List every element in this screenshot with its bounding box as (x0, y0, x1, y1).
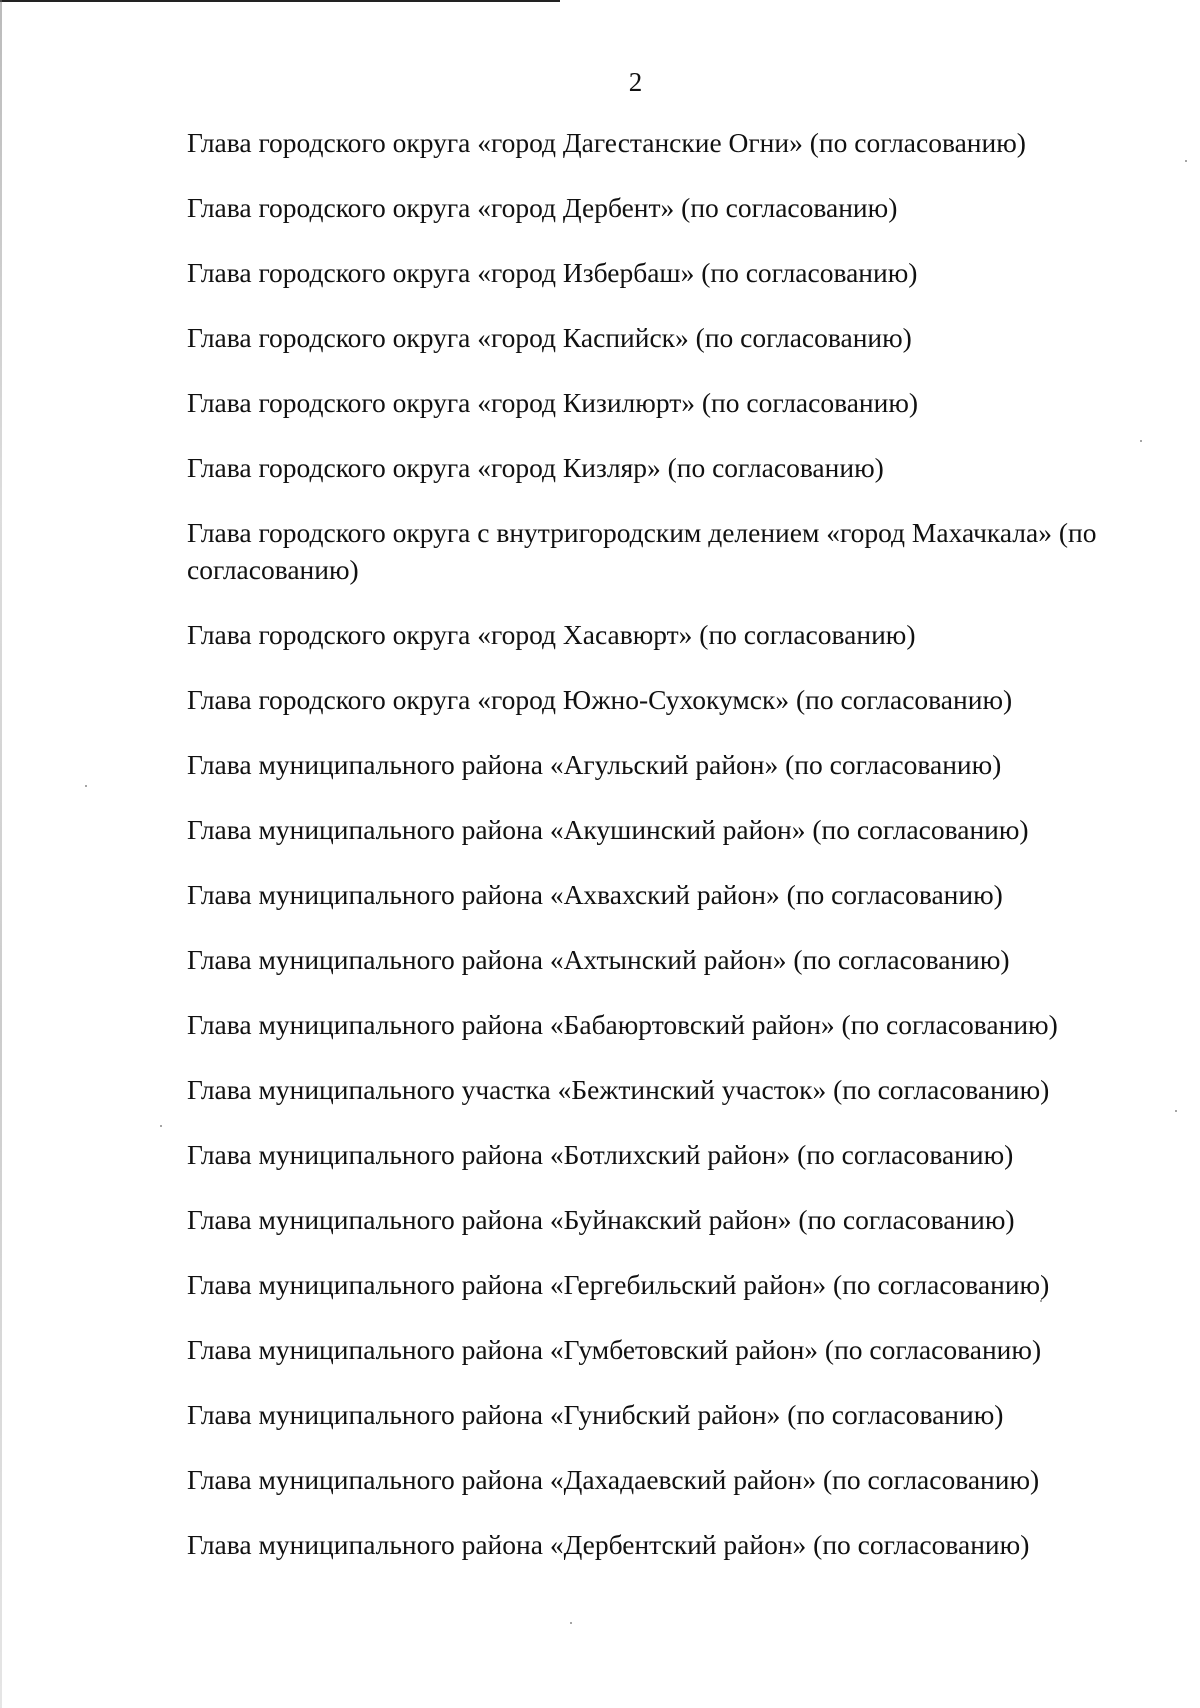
list-item: Глава муниципального района «Агульский район» (по согласованию) (187, 749, 1002, 780)
list-item: Глава городского округа «город Каспийск» (по согласованию) (187, 322, 912, 353)
list-item: Глава городского округа «город Южно-Сухокумск» (по согласованию) (187, 684, 1013, 715)
list-item: Глава муниципального района «Гергебильский район» (по согласованию) (187, 1269, 1050, 1300)
list-item: Глава муниципального района «Буйнакский район» (по согласованию) (187, 1204, 1015, 1235)
list-item: Глава муниципального района «Ахвахский район» (по согласованию) (187, 879, 1003, 910)
list-item: Глава муниципального района «Дахадаевский район» (по согласованию) (187, 1464, 1040, 1495)
list-item: Глава городского округа с внутригородским делением «город Махачкала» (по согласованию) (187, 517, 1097, 585)
page-number: 2 (628, 67, 643, 97)
list-item: Глава городского округа «город Хасавюрт» (по согласованию) (187, 619, 916, 650)
scan-speck (160, 1125, 162, 1127)
list-item: Глава городского округа «город Дагестанские Огни» (по согласованию) (187, 127, 1026, 158)
scan-speck (1185, 160, 1187, 162)
scan-speck (1175, 1110, 1177, 1112)
list-item: Глава городского округа «город Избербаш» (по согласованию) (187, 257, 918, 288)
list-item: Глава муниципального района «Ботлихский район» (по согласованию) (187, 1139, 1014, 1170)
list-item: Глава муниципального района «Гумбетовский район» (по согласованию) (187, 1334, 1042, 1365)
list-item: Глава муниципального района «Гунибский район» (по согласованию) (187, 1399, 1004, 1430)
scan-speck (1040, 1300, 1042, 1302)
scan-speck (1140, 440, 1142, 442)
scan-speck (570, 1622, 572, 1624)
list-item: Глава муниципального района «Ахтынский район» (по согласованию) (187, 944, 1010, 975)
list-item: Глава муниципального района «Акушинский район» (по согласованию) (187, 814, 1029, 845)
officials-list (187, 124, 1187, 1591)
list-item: Глава городского округа «город Кизилюрт» (по согласованию) (187, 387, 919, 418)
list-item: Глава городского округа «город Дербент» (по согласованию) (187, 192, 898, 223)
list-item: Глава городского округа «город Кизляр» (по согласованию) (187, 452, 884, 483)
list-item: Глава муниципального района «Бабаюртовский район» (по согласованию) (187, 1009, 1058, 1040)
list-item: Глава муниципального участка «Бежтинский участок» (по согласованию) (187, 1074, 1050, 1105)
list-item: Глава муниципального района «Дербентский район» (по согласованию) (187, 1529, 1030, 1560)
scan-top-rule (0, 0, 560, 2)
scan-left-edge (0, 0, 2, 1708)
scan-speck (85, 785, 87, 787)
